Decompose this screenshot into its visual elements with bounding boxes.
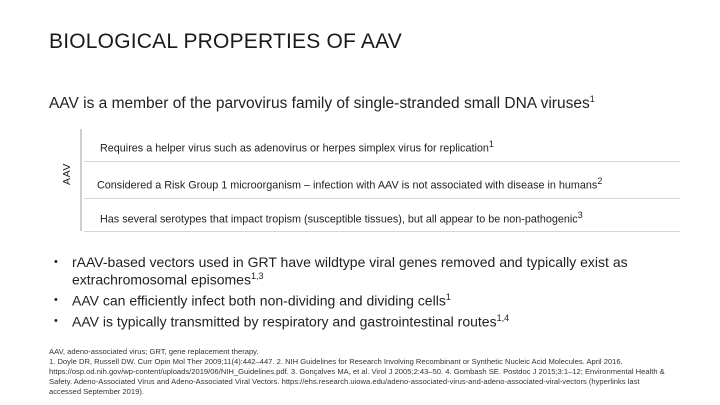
footnotes	[49, 347, 669, 397]
panel-divider	[84, 231, 680, 232]
abbreviations-footnote: AAV, adeno-associated virus; GRT, gene replacement therapy.	[49, 347, 259, 356]
bullet-dot-icon: •	[54, 293, 58, 306]
bullet-list	[54, 254, 634, 333]
references-footnote: 1. Doyle DR, Russell DW. Curr Opin Mol Ther 2009;11(4):442–447. 2. NIH Guidelines for Research Involving Recombinant or Synthetic Nucleic Acid Molecules. April 2016. https://osp.od.nih.gov/wp-content/uploads/2019/06/NIH_Guidelines.pdf. 3. Gonçalves MA, et al. Virol J 2005;2:43–50. 4. Gombash SE. Postdoc J 2015;3:1–12; Environmental Health & Safety. Adeno-Associated Virus and Adeno-Associated Viral Vectors. https://ehs.research.uiowa.edu/adeno-associated-virus-and-adeno-associated-viral-vectors (hyperlinks last accessed September 2019).	[49, 357, 665, 397]
bullet-text	[72, 313, 634, 331]
panel-item-text: Requires a helper virus such as adenovirus or herpes simplex virus for replication	[100, 142, 489, 155]
bullet-citation: 1,3	[250, 271, 264, 282]
panel-item-text: Considered a Risk Group 1 microorganism – infection with AAV is not associated with disease in humans	[97, 179, 598, 192]
panel-item-risk-group	[97, 176, 602, 192]
panel-divider	[84, 161, 680, 162]
panel-item-helper-virus	[100, 139, 494, 155]
panel-item-citation: 2	[597, 176, 603, 186]
panel-item-citation: 3	[577, 210, 583, 220]
panel-divider	[84, 198, 680, 199]
bullet-text-body: AAV is typically transmitted by respiratory and gastrointestinal routes	[72, 313, 497, 330]
panel-item-text: Has several serotypes that impact tropism (susceptible tissues), but all appear to be non-pathogenic	[100, 213, 578, 226]
slide-title: BIOLOGICAL PROPERTIES OF AAV	[49, 30, 402, 53]
panel-item-serotypes	[100, 210, 583, 226]
subtitle-citation: 1	[589, 94, 595, 104]
bullet-dot-icon: •	[54, 314, 58, 327]
bullet-item	[54, 254, 634, 289]
aav-side-label: AAV	[61, 162, 73, 186]
bullet-item	[54, 313, 634, 331]
bullet-text-body: rAAV-based vectors used in GRT have wildtype viral genes removed and typically exist as extrachromosomal episomes	[72, 254, 628, 288]
bullet-text	[72, 292, 634, 310]
bullet-text-body: AAV can efficiently infect both non-dividing and dividing cells	[72, 292, 446, 309]
bullet-text	[72, 254, 634, 289]
subtitle-text: AAV is a member of the parvovirus family of single-stranded small DNA viruses	[49, 95, 590, 113]
bullet-item	[54, 292, 634, 310]
bullet-dot-icon: •	[54, 256, 58, 268]
panel-item-citation: 1	[488, 139, 494, 149]
bullet-citation: 1	[445, 291, 451, 302]
bullet-citation: 1,4	[496, 312, 510, 323]
slide-subtitle	[49, 94, 595, 113]
